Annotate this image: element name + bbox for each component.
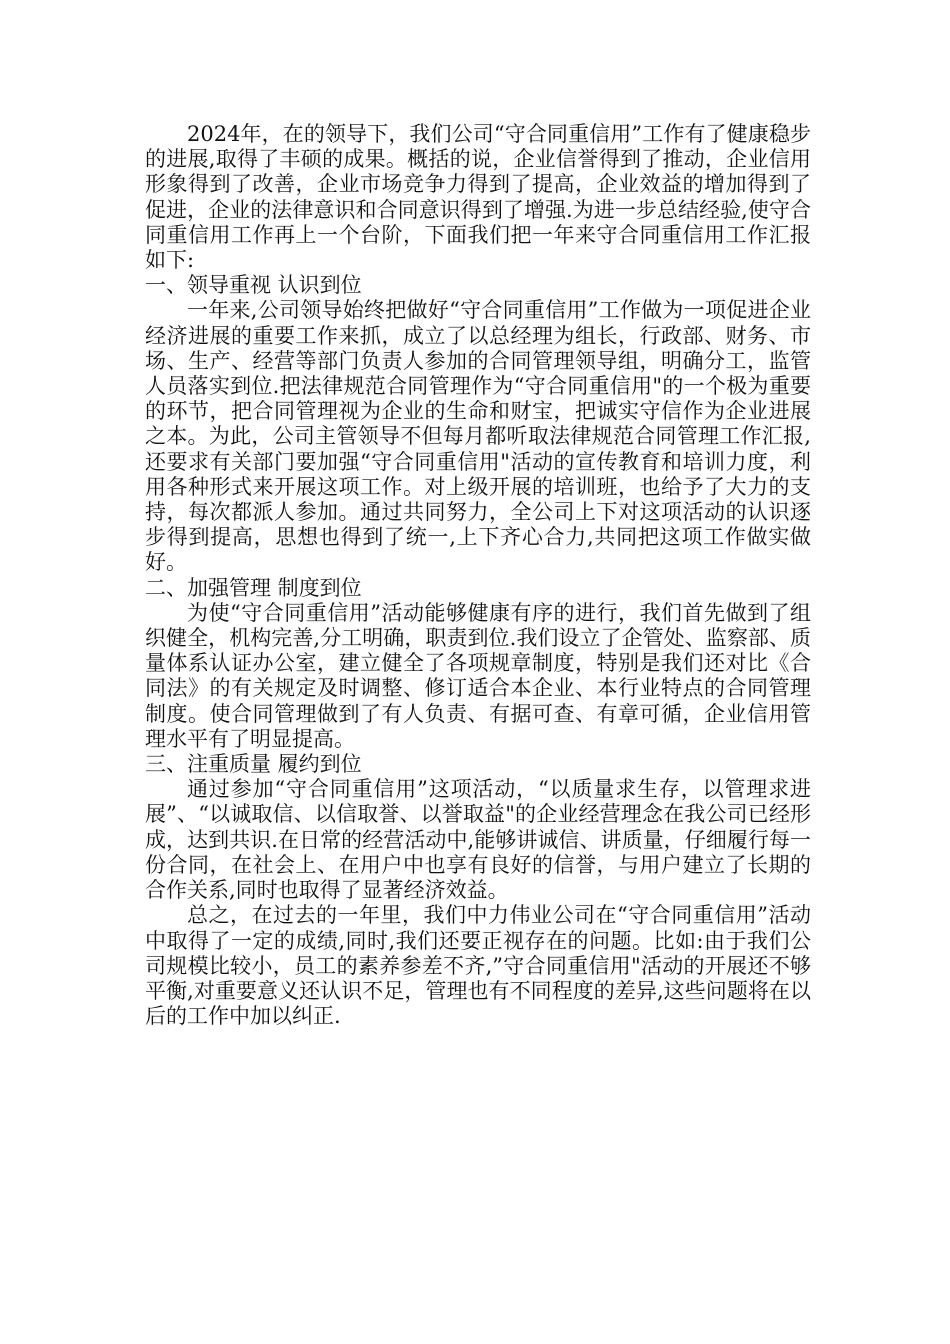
section-heading-2: 二、加强管理 制度到位 — [145, 575, 362, 600]
conclusion-paragraph: 总之，在过去的一年里，我们中力伟业公司在“守合同重信用”活动中取得了一定的成绩,同时,我们还要正视存在的问题。比如:由于我们公司规模比较小，员工的素养参差不齐,”守合同重信用"活动的开展还不够平衡,对重要意义还认识不足，管理也有不同程度的差异,这些问题将在以后的工作中加以纠正. — [145, 903, 811, 1029]
section-1-paragraph: 一年来,公司领导始终把做好“守合同重信用”工作做为一项促进企业经济进展的重要工作来抓，成立了以总经理为组长，行政部、财务、市场、生产、经营等部门负责人参加的合同管理领导组，明确分工，监管人员落实到位.把法律规范合同管理作为“守合同重信用"的一个极为重要的环节，把合同管理视为企业的生命和财宝，把诚实守信作为企业进展之本。为此，公司主管领导不但每月都听取法律规范合同管理工作汇报,还要求有关部门要加强“守合同重信用"活动的宣传教育和培训力度，利用各种形式来开展这项工作。对上级开展的培训班，也给予了大力的支持，每次都派人参加。通过共同努力，全公司上下对这项活动的认识逐步得到提高，思想也得到了统一,上下齐心合力,共同把这项工作做实做好。 — [145, 298, 811, 575]
section-heading-1: 一、领导重视 认识到位 — [145, 273, 362, 298]
section-3-paragraph: 通过参加“守合同重信用”这项活动，“以质量求生存，以管理求进展”、“以诚取信、以信取誉、以誉取益"的企业经营理念在我公司已经形成，达到共识.在日常的经营活动中,能够讲诚信、讲质量，仔细履行每一份合同，在社会上、在用户中也享有良好的信誉，与用户建立了长期的合作关系,同时也取得了显著经济效益。 — [145, 777, 811, 903]
document-body — [145, 122, 811, 1029]
intro-paragraph: 2024年，在的领导下，我们公司“守合同重信用”工作有了健康稳步的进展,取得了丰硕的成果。概括的说，企业信誉得到了推动，企业信用形象得到了改善，企业市场竞争力得到了提高，企业效益的增加得到了促进，企业的法律意识和合同意识得到了增强.为进一步总结经验,使守合同重信用工作再上一个台阶，下面我们把一年来守合同重信用工作汇报如下: — [145, 122, 811, 273]
section-heading-3: 三、注重质量 履约到位 — [145, 752, 362, 777]
section-2-paragraph: 为使“守合同重信用”活动能够健康有序的进行，我们首先做到了组织健全，机构完善,分工明确，职责到位.我们设立了企管处、监察部、质量体系认证办公室，建立健全了各项规章制度，特别是我们还对比《合同法》的有关规定及时调整、修订适合本企业、本行业特点的合同管理制度。使合同管理做到了有人负责、有据可查、有章可循，企业信用管理水平有了明显提高。 — [145, 600, 811, 751]
